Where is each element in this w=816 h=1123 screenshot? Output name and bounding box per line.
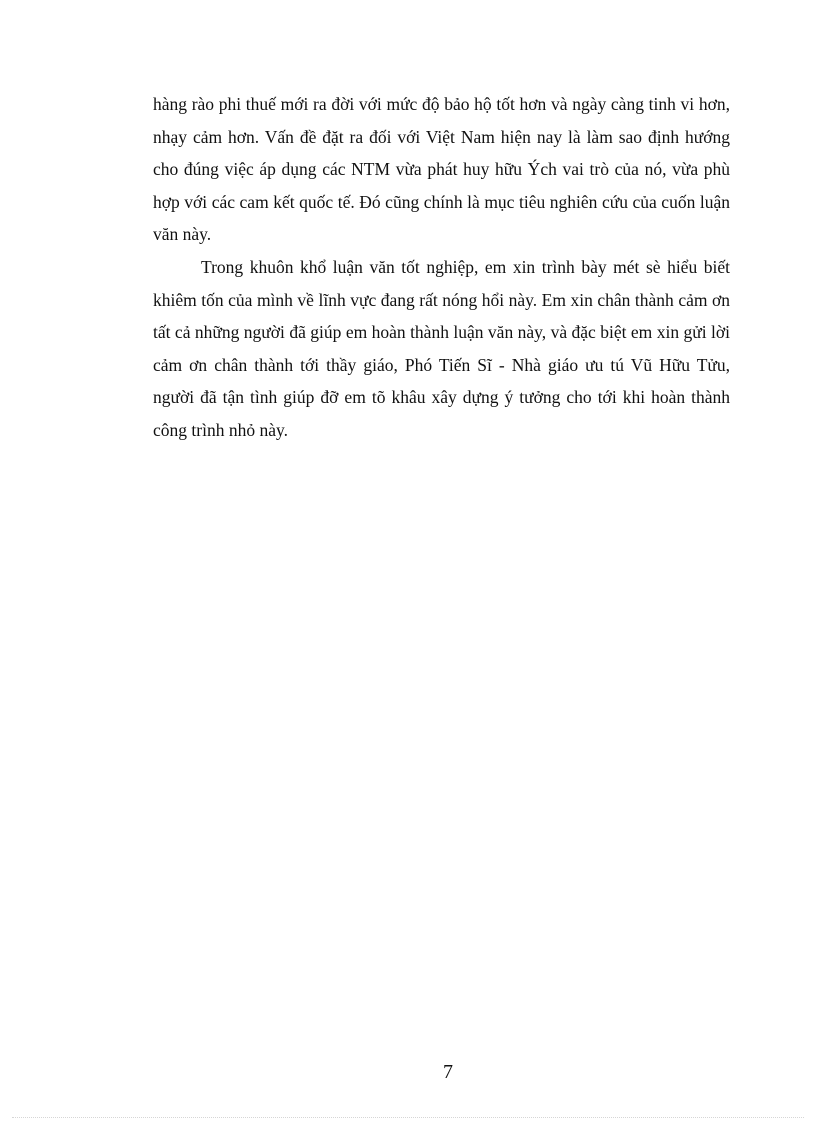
page-body bbox=[153, 88, 730, 447]
paragraph-acknowledgement: Trong khuôn khổ luận văn tốt nghiệp, em xin trình bày mét sè hiểu biết khiêm tốn của mình về lĩnh vực đang rất nóng hổi này. Em xin chân thành cảm ơn tất cả những người đã giúp em hoàn thành luận văn này, và đặc biệt em xin gửi lời cảm ơn chân thành tới thầy giáo, Phó Tiến Sĩ - Nhà giáo ưu tú Vũ Hữu Tửu, người đã tận tình giúp đỡ em tõ khâu xây dựng ý tưởng cho tới khi hoàn thành công trình nhỏ này. bbox=[153, 256, 730, 440]
paragraph-continuation: hàng rào phi thuế mới ra đời với mức độ bảo hộ tốt hơn và ngày càng tinh vi hơn, nhạy cảm hơn. Vấn đề đặt ra đối với Việt Nam hiện nay là làm sao định hướng cho đúng việc áp dụng các NTM vừa phát huy hữu Ých vai trò của nó, vừa phù hợp với các cam kết quốc tế. Đó cũng chính là mục tiêu nghiên cứu của cuốn luận văn này. bbox=[153, 94, 730, 245]
page-number: 7 bbox=[443, 1061, 453, 1083]
page-bottom-border bbox=[12, 1117, 804, 1118]
